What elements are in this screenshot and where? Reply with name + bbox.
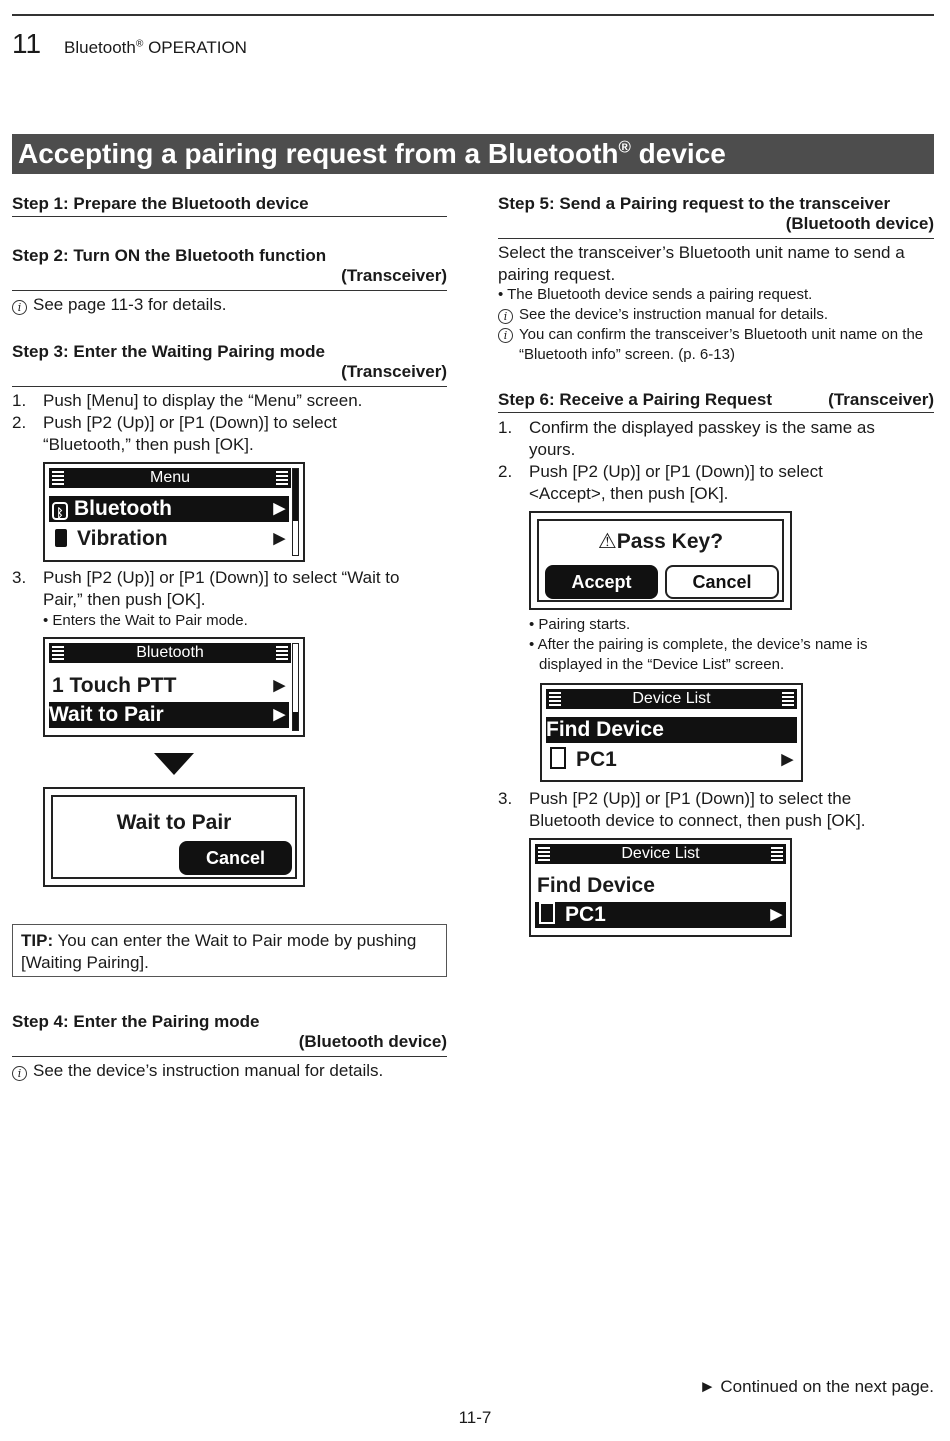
device-list-screen-1: [540, 683, 803, 782]
bluetooth-icon: ᛒ: [52, 502, 68, 520]
device-icon: [550, 747, 566, 769]
accept-button: Accept: [545, 565, 658, 599]
bluetooth-screen: [43, 637, 305, 737]
scrollbar: [292, 468, 299, 556]
chapter-title: Bluetooth® OPERATION: [64, 38, 247, 57]
info-icon: i: [12, 1066, 27, 1081]
list-item: 1. Push [Menu] to display the “Menu” screen.: [12, 391, 363, 410]
down-arrow-icon: [154, 753, 194, 775]
passkey-title: ⚠Pass Key?: [597, 529, 724, 553]
menu-row-bluetooth: ᛒ Bluetooth ▶: [49, 496, 289, 522]
menu-row-vibration: Vibration ▶: [49, 526, 289, 552]
step6-bullets: [529, 615, 929, 675]
step4-note: i See the device’s instruction manual for details.: [12, 1060, 383, 1082]
menu-screen: [43, 462, 305, 562]
device-list-screen-2: [529, 838, 792, 937]
arrow-icon: ▶: [770, 906, 782, 923]
menu-icon: [782, 692, 794, 706]
device-icon: [539, 902, 555, 924]
step3-list-cont: [12, 567, 402, 611]
list-item: 1. Confirm the displayed passkey is the same as yours.: [498, 418, 875, 459]
step5-note1: i See the device’s instruction manual for details.: [498, 305, 934, 325]
bullet-item: • After the pairing is complete, the device’s name is displayed in the “Device List” screen.: [529, 636, 868, 673]
arrow-icon: ▶: [781, 751, 793, 768]
info-icon: i: [498, 328, 513, 343]
step5-heading: Step 5: Send a Pairing request to the transceiver (Bluetooth device): [498, 194, 934, 239]
page-number: 11-7: [458, 1408, 492, 1427]
bt-row-touch-ptt: 1 Touch PTT ▶: [52, 674, 285, 697]
chapter-number: 11: [12, 28, 42, 59]
bullet-item: • Pairing starts.: [529, 616, 631, 633]
cancel-button: Cancel: [179, 841, 292, 875]
screen-title-bar: Device List: [535, 844, 786, 864]
step3-heading: Step 3: Enter the Waiting Pairing mode (Transceiver): [12, 342, 447, 387]
arrow-icon: ▶: [273, 677, 285, 694]
arrow-icon: ▶: [273, 530, 285, 547]
step2-heading: Step 2: Turn ON the Bluetooth function (Transceiver): [12, 246, 447, 291]
scrollbar: [292, 643, 299, 731]
wait-to-pair-screen: [43, 787, 305, 887]
step3-note: • Enters the Wait to Pair mode.: [43, 612, 248, 629]
screen-title-bar: Bluetooth: [49, 643, 291, 663]
menu-icon: [538, 847, 550, 861]
step2-note: i See page 11-3 for details.: [12, 294, 226, 316]
devlist-row-find-device: Find Device: [537, 874, 655, 897]
wait-to-pair-label: Wait to Pair: [116, 811, 232, 834]
step6-list-cont: [498, 788, 918, 832]
list-item: 2. Push [P2 (Up)] or [P1 (Down)] to select <Accept>, then push [OK].: [498, 462, 823, 503]
menu-icon: [771, 847, 783, 861]
devlist-row-find-device: Find Device: [546, 717, 797, 743]
menu-icon: [276, 646, 288, 660]
step6-heading: Step 6: Receive a Pairing Request (Transceiver): [498, 390, 934, 413]
step6-list: [498, 417, 903, 505]
list-item: 3. Push [P2 (Up)] or [P1 (Down)] to select “Wait to Pair,” then push [OK].: [12, 568, 400, 609]
info-icon: i: [12, 300, 27, 315]
warning-icon: ⚠: [597, 529, 617, 553]
step5-note2: i You can confirm the transceiver’s Bluetooth unit name on the “Bluetooth info” screen. (p. 6-13): [498, 325, 934, 365]
screen-title-bar: Menu: [49, 468, 291, 488]
bt-row-wait-to-pair: Wait to Pair ▶: [49, 702, 289, 728]
arrow-icon: ▶: [273, 500, 285, 517]
step5-text: Select the transceiver’s Bluetooth unit name to send a pairing request.: [498, 243, 905, 284]
info-icon: i: [498, 309, 513, 324]
step4-heading: Step 4: Enter the Pairing mode (Bluetooth device): [12, 1012, 447, 1057]
menu-icon: [52, 471, 64, 485]
menu-icon: [549, 692, 561, 706]
step3-list: [12, 390, 402, 456]
menu-icon: [276, 471, 288, 485]
continued-note: ► Continued on the next page.: [698, 1377, 934, 1396]
section-banner: Accepting a pairing request from a Bluetooth® device: [12, 134, 934, 174]
vibration-icon: [55, 529, 67, 547]
devlist-row-pc1: PC1 ▶: [546, 747, 797, 773]
devlist-row-pc1: PC1 ▶: [535, 902, 786, 928]
menu-icon: [52, 646, 64, 660]
passkey-screen: [529, 511, 792, 610]
step5-bullet: • The Bluetooth device sends a pairing request.: [498, 286, 813, 303]
list-item: 2. Push [P2 (Up)] or [P1 (Down)] to select “Bluetooth,” then push [OK].: [12, 413, 337, 454]
step1-heading: Step 1: Prepare the Bluetooth device: [12, 194, 447, 217]
screen-title-bar: Device List: [546, 689, 797, 709]
arrow-icon: ▶: [273, 706, 285, 723]
top-rule: [12, 14, 934, 16]
tip-box: TIP: You can enter the Wait to Pair mode by pushing [Waiting Pairing].: [12, 924, 447, 977]
cancel-button: Cancel: [665, 565, 779, 599]
list-item: 3. Push [P2 (Up)] or [P1 (Down)] to select the Bluetooth device to connect, then push [OK].: [498, 789, 866, 830]
